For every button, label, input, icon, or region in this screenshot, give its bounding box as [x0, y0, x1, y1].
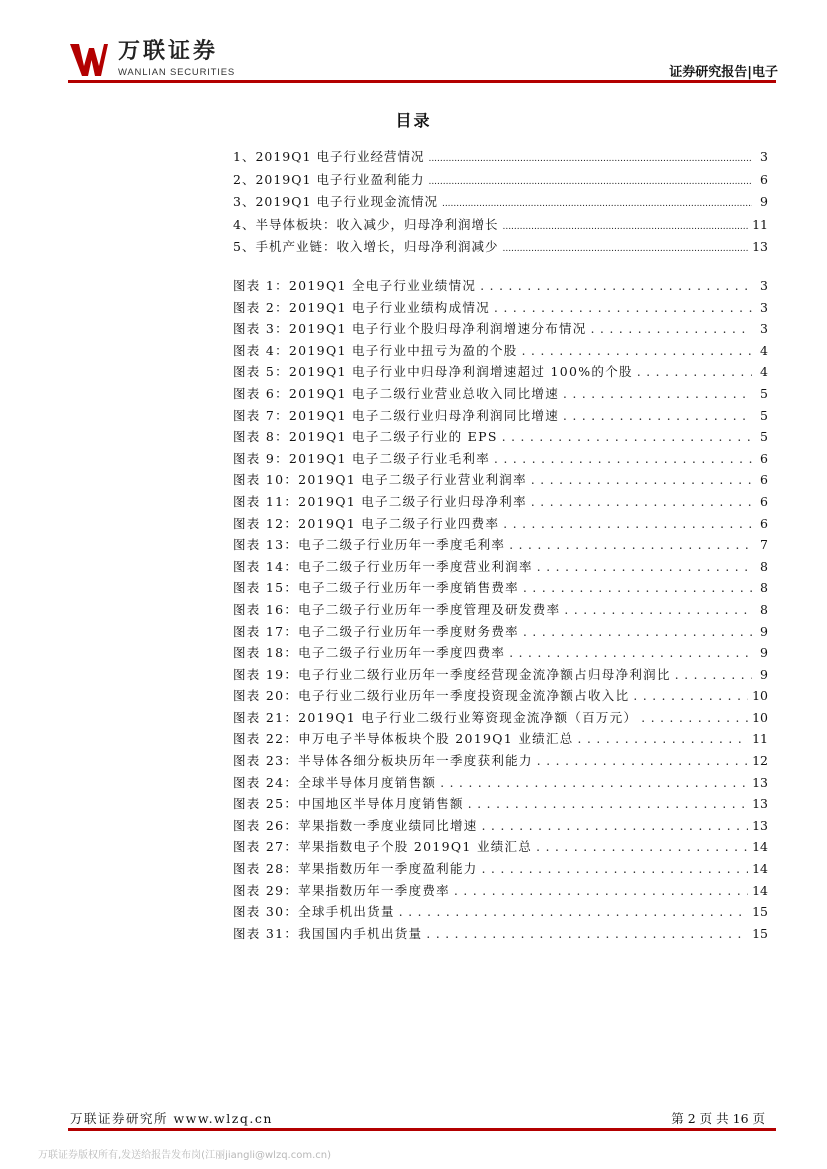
dot-leader — [442, 191, 752, 214]
dot-leader — [428, 146, 752, 169]
toc-figure-entry-label: 图表 4：2019Q1 电子行业中扭亏为盈的个股 — [233, 342, 518, 358]
dot-leader — [591, 318, 752, 340]
toc-figure-entry-label: 图表 8：2019Q1 电子二级子行业的 EPS — [233, 429, 498, 445]
dot-leader — [522, 340, 752, 362]
toc-figure-entry-label: 图表 31：我国国内手机出货量 — [233, 925, 423, 941]
toc-figure-entry-label: 图表 2：2019Q1 电子行业业绩构成情况 — [233, 299, 491, 315]
toc-figure-entry-page: 4 — [760, 364, 768, 380]
toc-figure-entry[interactable] — [233, 772, 768, 794]
toc-figure-entry[interactable] — [233, 664, 768, 686]
toc-title: 目录 — [395, 111, 432, 130]
toc-figure-entry-label: 图表 5：2019Q1 电子行业中归母净利润增速超过 100%的个股 — [233, 364, 633, 380]
toc-figure-entry-label: 图表 30：全球手机出货量 — [233, 904, 395, 920]
toc-figure-entry-label: 图表 3：2019Q1 电子行业个股归母净利润增速分布情况 — [233, 321, 587, 337]
toc-figure-entry-label: 图表 26：苹果指数一季度业绩同比增速 — [233, 817, 478, 833]
toc-figure-entry-label: 图表 17：电子二级子行业历年一季度财务费率 — [233, 623, 519, 639]
toc-figure-entry-label: 图表 16：电子二级子行业历年一季度管理及研发费率 — [233, 601, 561, 617]
toc-figure-entry-label: 图表 1：2019Q1 全电子行业业绩情况 — [233, 278, 477, 293]
copyright-watermark: 万联证券版权所有,发送给报告发布岗(江丽jiangli@wlzq.com.cn) — [38, 1150, 332, 1161]
toc-figure-entry-label: 图表 9：2019Q1 电子二级子行业毛利率 — [233, 450, 491, 466]
toc-figure-entry-label: 图表 18：电子二级子行业历年一季度四费率 — [233, 645, 506, 661]
page-header — [0, 0, 827, 90]
toc-figure-entry-page: 4 — [760, 342, 768, 358]
logo-chinese-name: 万联证券 — [118, 39, 219, 64]
toc-figure-entry-page: 9 — [760, 623, 768, 639]
toc-section-entry-label: 5、手机产业链：收入增长，归母净利润减少 — [233, 239, 499, 254]
toc-figure-list — [233, 275, 768, 944]
toc-figure-entry-label: 图表 28：苹果指数历年一季度盈利能力 — [233, 861, 478, 877]
toc-figure-entry[interactable] — [233, 513, 768, 535]
toc-section-entry[interactable] — [233, 214, 768, 237]
dot-leader — [531, 491, 752, 513]
toc-section-entry-label: 2、2019Q1 电子行业盈利能力 — [233, 171, 425, 187]
toc-figure-entry[interactable] — [233, 556, 768, 578]
toc-section-entry-page: 3 — [760, 149, 768, 164]
toc-figure-entry-page: 7 — [760, 537, 768, 553]
toc-section-entry-page: 13 — [752, 239, 768, 254]
dot-leader — [468, 793, 748, 815]
dot-leader — [536, 836, 748, 858]
toc-figure-entry[interactable] — [233, 361, 768, 383]
dot-leader — [454, 880, 748, 902]
dot-leader — [482, 815, 749, 837]
toc-figure-entry-page: 10 — [752, 709, 768, 725]
toc-figure-entry-page: 14 — [752, 882, 768, 898]
toc-figure-entry[interactable] — [233, 491, 768, 513]
toc-figure-entry[interactable] — [233, 469, 768, 491]
dot-leader — [564, 599, 752, 621]
dot-leader — [494, 297, 752, 319]
toc-figure-entry-page: 13 — [752, 817, 768, 833]
toc-figure-entry-page: 6 — [760, 450, 768, 466]
toc-figure-entry-page: 8 — [760, 558, 768, 574]
toc-figure-entry-label: 图表 25：中国地区半导体月度销售额 — [233, 796, 464, 812]
toc-figure-entry-label: 图表 23：半导体各细分板块历年一季度获利能力 — [233, 753, 533, 769]
toc-figure-entry-label: 图表 20：电子行业二级行业历年一季度投资现金流净额占收入比 — [233, 688, 630, 704]
logo-english-name: WANLIAN SECURITIES — [118, 67, 235, 78]
toc-figure-entry-label: 图表 10：2019Q1 电子二级子行业营业利润率 — [233, 472, 527, 488]
toc-figure-entry[interactable] — [233, 836, 768, 858]
report-category: 证券研究报告|电子 — [669, 65, 778, 80]
toc-figure-entry-label: 图表 14：电子二级子行业历年一季度营业利润率 — [233, 558, 533, 574]
toc-figure-entry-page: 15 — [752, 925, 768, 941]
dot-leader — [637, 361, 752, 383]
toc-section-entry[interactable] — [233, 146, 768, 169]
toc-figure-entry-label: 图表 7：2019Q1 电子二级行业归母净利润同比增速 — [233, 407, 560, 423]
toc-figure-entry-page: 15 — [752, 904, 768, 920]
dot-leader — [502, 426, 752, 448]
toc-section-entry-page: 9 — [760, 194, 768, 209]
dot-leader — [563, 405, 752, 427]
toc-figure-entry[interactable] — [233, 685, 768, 707]
toc-figure-entry[interactable] — [233, 880, 768, 902]
dot-leader — [509, 642, 752, 664]
toc-section-entry-label: 4、半导体板块：收入减少，归母净利润增长 — [233, 216, 499, 232]
toc-figure-entry[interactable] — [233, 383, 768, 405]
toc-figure-entry-page: 3 — [760, 278, 768, 293]
toc-figure-entry-page: 5 — [760, 385, 768, 401]
dot-leader — [563, 383, 752, 405]
toc-figure-entry[interactable] — [233, 621, 768, 643]
toc-section-list — [233, 146, 768, 259]
toc-figure-entry-label: 图表 24：全球半导体月度销售额 — [233, 774, 437, 790]
toc-figure-entry-page: 3 — [760, 321, 768, 337]
toc-figure-entry[interactable] — [233, 318, 768, 340]
toc-section-entry[interactable] — [233, 236, 768, 259]
toc-section-entry[interactable] — [233, 169, 768, 192]
toc-figure-entry[interactable] — [233, 858, 768, 880]
dot-leader — [482, 858, 749, 880]
toc-figure-entry-page: 8 — [760, 601, 768, 617]
toc-figure-entry[interactable] — [233, 599, 768, 621]
toc-figure-entry[interactable] — [233, 577, 768, 599]
toc-figure-entry[interactable] — [233, 534, 768, 556]
dot-leader — [537, 556, 752, 578]
toc-figure-entry[interactable] — [233, 750, 768, 772]
toc-figure-entry[interactable] — [233, 642, 768, 664]
toc-figure-entry[interactable] — [233, 923, 768, 945]
toc-figure-entry[interactable] — [233, 275, 768, 297]
toc-section-entry[interactable] — [233, 191, 768, 214]
toc-figure-entry-label: 图表 13：电子二级子行业历年一季度毛利率 — [233, 537, 506, 553]
toc-figure-entry[interactable] — [233, 728, 768, 750]
dot-leader — [428, 169, 752, 192]
toc-section-entry-page: 11 — [752, 216, 768, 232]
page-number: 第 2 页 共 16 页 — [671, 1111, 765, 1126]
toc-figure-entry[interactable] — [233, 707, 768, 729]
toc-figure-entry-label: 图表 11：2019Q1 电子二级子行业归母净利率 — [233, 493, 527, 509]
toc-figure-entry-page: 9 — [760, 645, 768, 661]
header-divider — [68, 80, 776, 83]
dot-leader — [509, 534, 752, 556]
dot-leader — [502, 236, 748, 259]
dot-leader — [502, 214, 748, 237]
toc-figure-entry-label: 图表 15：电子二级子行业历年一季度销售费率 — [233, 580, 519, 596]
toc-figure-entry-page: 8 — [760, 580, 768, 596]
dot-leader — [426, 923, 748, 945]
toc-figure-entry-page: 12 — [752, 753, 768, 769]
toc-figure-entry-page: 10 — [752, 688, 768, 704]
toc-figure-entry[interactable] — [233, 426, 768, 448]
toc-figure-entry[interactable] — [233, 448, 768, 470]
toc-figure-entry-page: 13 — [752, 774, 768, 790]
dot-leader — [480, 275, 752, 297]
toc-figure-entry-page: 5 — [760, 407, 768, 423]
toc-figure-entry[interactable] — [233, 340, 768, 362]
footer-divider — [68, 1128, 776, 1131]
toc-figure-entry-label: 图表 6：2019Q1 电子二级行业营业总收入同比增速 — [233, 385, 560, 401]
dot-leader — [440, 772, 748, 794]
dot-leader — [523, 621, 752, 643]
toc-figure-entry-page: 6 — [760, 493, 768, 509]
dot-leader — [578, 728, 749, 750]
toc-figure-entry[interactable] — [233, 405, 768, 427]
toc-section-entry-page: 6 — [760, 171, 768, 187]
toc-figure-entry-page: 9 — [760, 666, 768, 682]
toc-figure-entry[interactable] — [233, 793, 768, 815]
toc-figure-entry[interactable] — [233, 297, 768, 319]
toc-section-entry-label: 1、2019Q1 电子行业经营情况 — [233, 149, 425, 164]
dot-leader — [399, 901, 748, 923]
toc-figure-entry-page: 3 — [760, 299, 768, 315]
toc-figure-entry-page: 14 — [752, 861, 768, 877]
toc-figure-entry-page: 11 — [752, 731, 768, 747]
dot-leader — [675, 664, 752, 686]
toc-section-entry-label: 3、2019Q1 电子行业现金流情况 — [233, 194, 438, 209]
dot-leader — [531, 469, 752, 491]
toc-figure-entry-label: 图表 19：电子行业二级行业历年一季度经营现金流净额占归母净利润比 — [233, 666, 671, 682]
toc-figure-entry-label: 图表 29：苹果指数历年一季度费率 — [233, 882, 450, 898]
dot-leader — [537, 750, 748, 772]
dot-leader — [641, 707, 748, 729]
wanlian-logo-icon — [70, 42, 108, 78]
dot-leader — [523, 577, 752, 599]
footer-source: 万联证券研究所 www.wlzq.cn — [70, 1111, 273, 1126]
dot-leader — [494, 448, 752, 470]
toc-figure-entry[interactable] — [233, 815, 768, 837]
dot-leader — [503, 513, 752, 535]
toc-figure-entry-page: 5 — [760, 429, 768, 445]
toc-figure-entry-page: 6 — [760, 472, 768, 488]
dot-leader — [633, 685, 748, 707]
toc-figure-entry-label: 图表 27：苹果指数电子个股 2019Q1 业绩汇总 — [233, 839, 533, 855]
toc-figure-entry[interactable] — [233, 901, 768, 923]
toc-figure-entry-page: 13 — [752, 796, 768, 812]
toc-figure-entry-page: 6 — [760, 515, 768, 531]
toc-figure-entry-label: 图表 22：申万电子半导体板块个股 2019Q1 业绩汇总 — [233, 731, 574, 747]
toc-figure-entry-label: 图表 21：2019Q1 电子行业二级行业筹资现金流净额（百万元） — [233, 709, 638, 725]
toc-figure-entry-page: 14 — [752, 839, 768, 855]
toc-figure-entry-label: 图表 12：2019Q1 电子二级子行业四费率 — [233, 515, 500, 531]
